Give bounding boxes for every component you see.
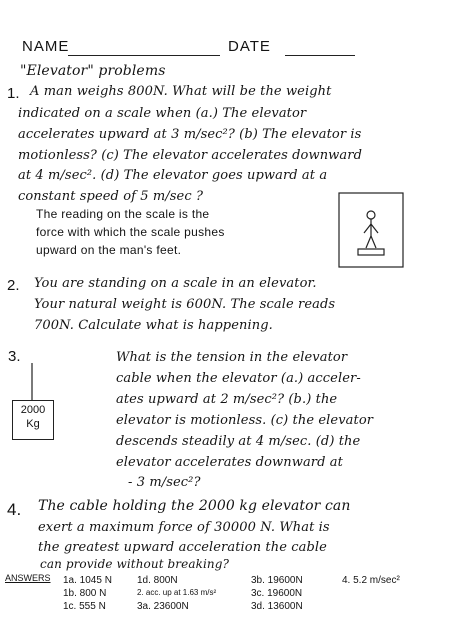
problem3-line: What is the tension in the elevator <box>116 350 348 365</box>
problem3-line: ates upward at 2 m/sec²? (b.) the <box>116 392 338 407</box>
problem4-line: can provide without breaking? <box>40 557 230 571</box>
mass-value: 2000 <box>20 404 46 416</box>
problem4-line: exert a maximum force of 30000 N. What is <box>38 520 330 535</box>
problem1-line: accelerates upward at 3 m/sec²? (b) The elevator is <box>18 127 362 142</box>
problem1-line: constant speed of 5 m/sec ? <box>18 189 204 204</box>
answer-item: 1a. 1045 N <box>63 575 112 586</box>
problem3-number: 3. <box>8 348 21 365</box>
problem3-line: elevator is motionless. (c) the elevator <box>116 413 374 428</box>
cable-line <box>30 363 34 401</box>
problem3-line: - 3 m/sec²? <box>128 475 201 490</box>
elevator-mass-box <box>12 400 54 440</box>
answer-item: 3c. 19600N <box>251 588 303 599</box>
problem1-note-line: force with which the scale pushes <box>36 225 225 239</box>
problem1-number: 1. <box>7 85 20 102</box>
problem2-number: 2. <box>7 277 20 294</box>
answer-item: 3d. 13600N <box>251 601 303 612</box>
answer-item: 2. acc. up at 1.63 m/s² <box>137 588 217 597</box>
mass-unit: Kg <box>26 418 40 430</box>
stick-figure <box>364 211 378 248</box>
worksheet-title: "Elevator" problems <box>20 63 166 79</box>
problem3-line: elevator accelerates downward at <box>116 455 343 470</box>
problem1-note-line: The reading on the scale is the <box>36 207 210 221</box>
answers-label: ANSWERS <box>5 573 51 583</box>
name-blank <box>68 55 220 56</box>
problem1-line: A man weighs 800N. What will be the weight <box>30 84 332 99</box>
elevator-stick-figure-diagram <box>338 192 404 268</box>
date-label: DATE <box>228 38 271 55</box>
problem3-line: descends steadily at 4 m/sec. (d) the <box>116 434 361 449</box>
problem1-line: indicated on a scale when (a.) The elevator <box>18 106 307 121</box>
scale-icon <box>358 249 384 255</box>
date-blank <box>285 55 355 56</box>
problem4-line: the greatest upward acceleration the cable <box>38 540 327 555</box>
problem3-line: cable when the elevator (a.) acceler- <box>116 371 361 386</box>
problem4-number: 4. <box>7 500 22 519</box>
name-label: NAME <box>22 38 70 55</box>
problem2-line: 700N. Calculate what is happening. <box>34 318 273 333</box>
answer-item: 1b. 800 N <box>63 588 107 599</box>
problem4-line: The cable holding the 2000 kg elevator can <box>38 498 351 514</box>
answer-item: 3b. 19600N <box>251 575 303 586</box>
problem1-line: at 4 m/sec². (d) The elevator goes upward at a <box>18 168 328 183</box>
problem1-note-line: upward on the man's feet. <box>36 243 182 257</box>
answer-item: 1d. 800N <box>137 575 178 586</box>
answer-item: 4. 5.2 m/sec² <box>342 575 400 586</box>
problem2-line: Your natural weight is 600N. The scale reads <box>34 297 336 312</box>
answer-item: 3a. 23600N <box>137 601 189 612</box>
problem1-line: motionless? (c) The elevator accelerates downward <box>18 148 362 163</box>
problem2-line: You are standing on a scale in an elevator. <box>34 276 317 291</box>
answer-item: 1c. 555 N <box>63 601 106 612</box>
